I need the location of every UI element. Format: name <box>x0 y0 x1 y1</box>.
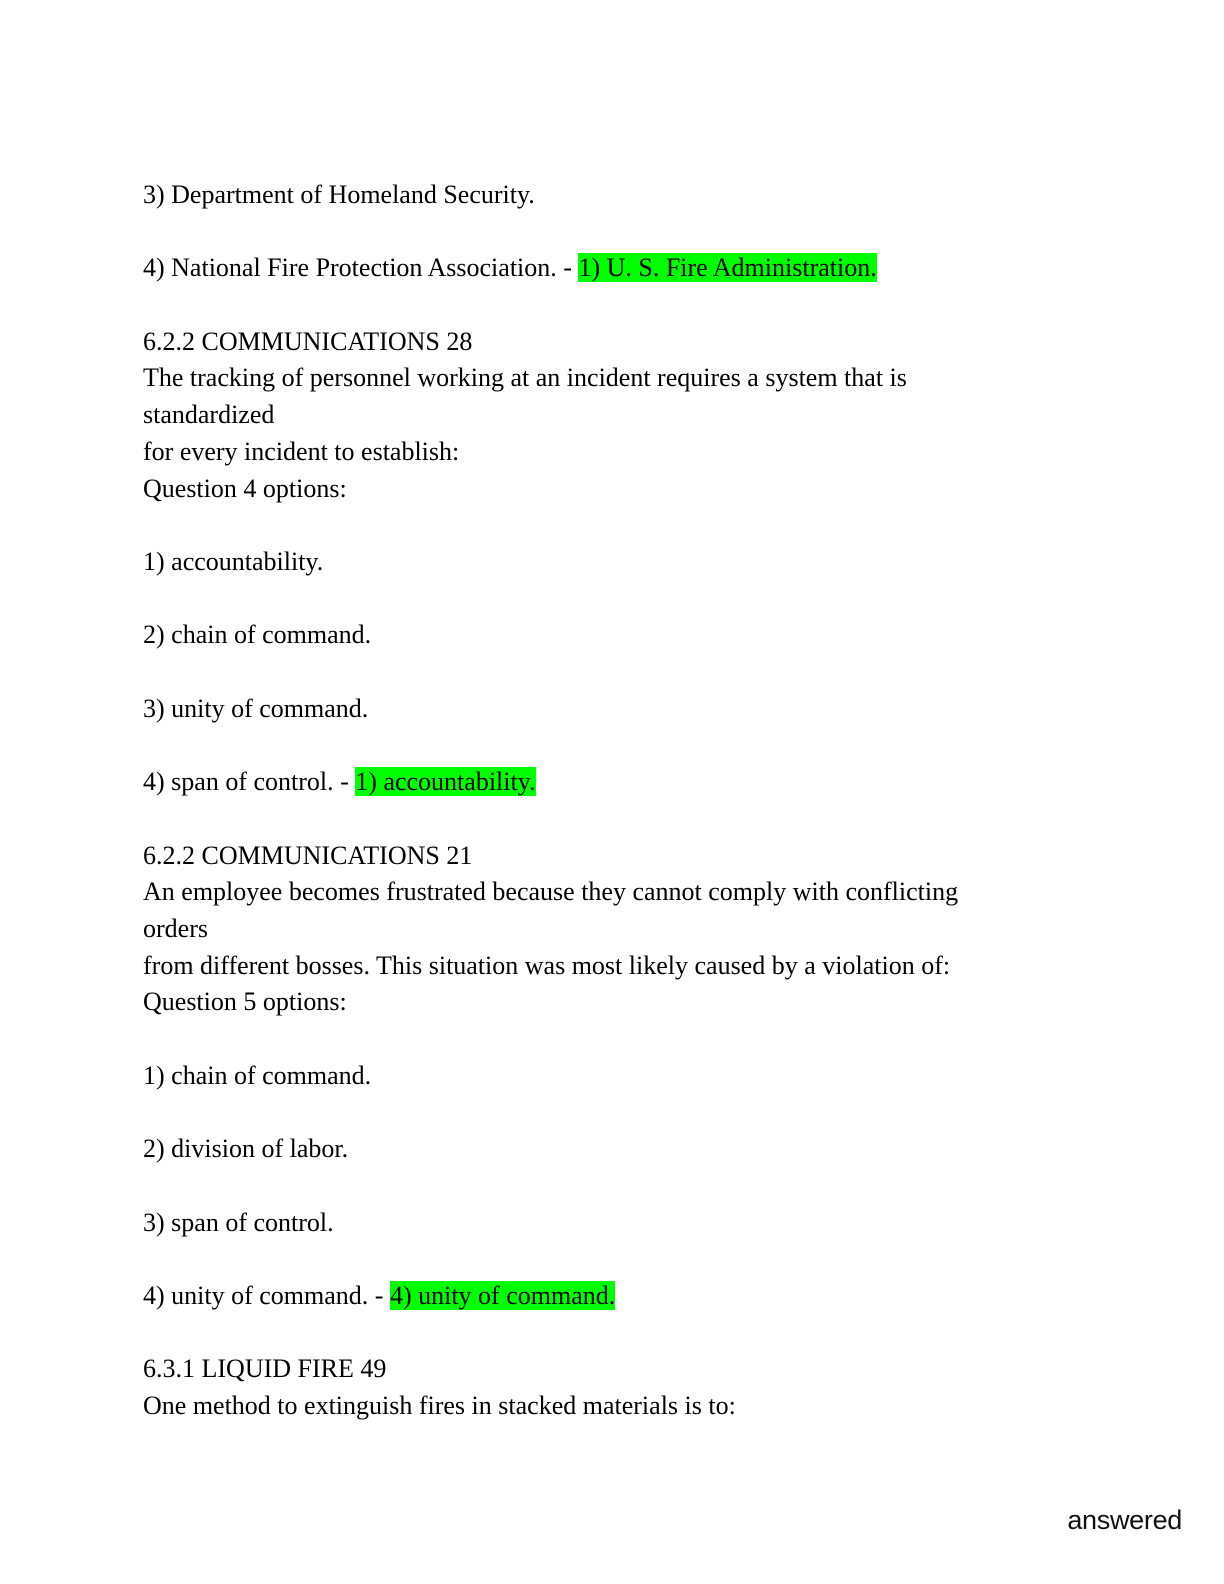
option-text: 4) National Fire Protection Association. - <box>143 253 579 283</box>
option-line: 3) unity of command. <box>143 693 369 723</box>
options-label: Question 4 options: <box>143 473 347 503</box>
spacer <box>143 727 1043 764</box>
options-label: Question 5 options: <box>143 987 347 1017</box>
question-heading: 6.2.2 COMMUNICATIONS 28 <box>143 326 473 356</box>
spacer <box>143 1315 1043 1352</box>
question-heading: 6.3.1 LIQUID FIRE 49 <box>143 1354 387 1384</box>
question-text: One method to extinguish fires in stacked materials is to: <box>143 1391 736 1421</box>
highlighted-answer: 1) U. S. Fire Administration. <box>578 253 877 283</box>
question-text: orders <box>143 913 208 943</box>
spacer <box>143 581 1043 618</box>
option-line <box>143 1278 1043 1315</box>
option-text: 4) unity of command. - <box>143 1280 390 1310</box>
spacer <box>143 1094 1043 1131</box>
spacer <box>143 1168 1043 1205</box>
answered-watermark: answered <box>1067 1505 1182 1535</box>
option-line <box>143 764 1043 801</box>
option-line: 1) accountability. <box>143 546 324 576</box>
question-text: standardized <box>143 400 275 430</box>
option-line: 2) chain of command. <box>143 620 372 650</box>
spacer <box>143 1241 1043 1278</box>
question-text: for every incident to establish: <box>143 436 460 466</box>
option-line: 3) span of control. <box>143 1207 334 1237</box>
document-body <box>143 177 1043 1425</box>
spacer <box>143 801 1043 838</box>
option-line: 3) Department of Homeland Security. <box>143 180 535 209</box>
spacer <box>143 1021 1043 1058</box>
spacer <box>143 654 1043 691</box>
question-heading: 6.2.2 COMMUNICATIONS 21 <box>143 840 473 870</box>
option-line <box>143 250 1043 287</box>
highlighted-answer: 1) accountability. <box>355 767 536 797</box>
option-line: 2) division of labor. <box>143 1134 349 1164</box>
spacer <box>143 507 1043 544</box>
question-text: The tracking of personnel working at an incident requires a system that is <box>143 363 907 393</box>
option-text: 4) span of control. - <box>143 767 356 797</box>
question-text: An employee becomes frustrated because they cannot comply with conflicting <box>143 877 959 907</box>
option-line: 1) chain of command. <box>143 1060 372 1090</box>
spacer <box>143 214 1043 251</box>
spacer <box>143 287 1043 324</box>
highlighted-answer: 4) unity of command. <box>389 1280 616 1310</box>
question-text: from different bosses. This situation was most likely caused by a violation of: <box>143 950 951 980</box>
